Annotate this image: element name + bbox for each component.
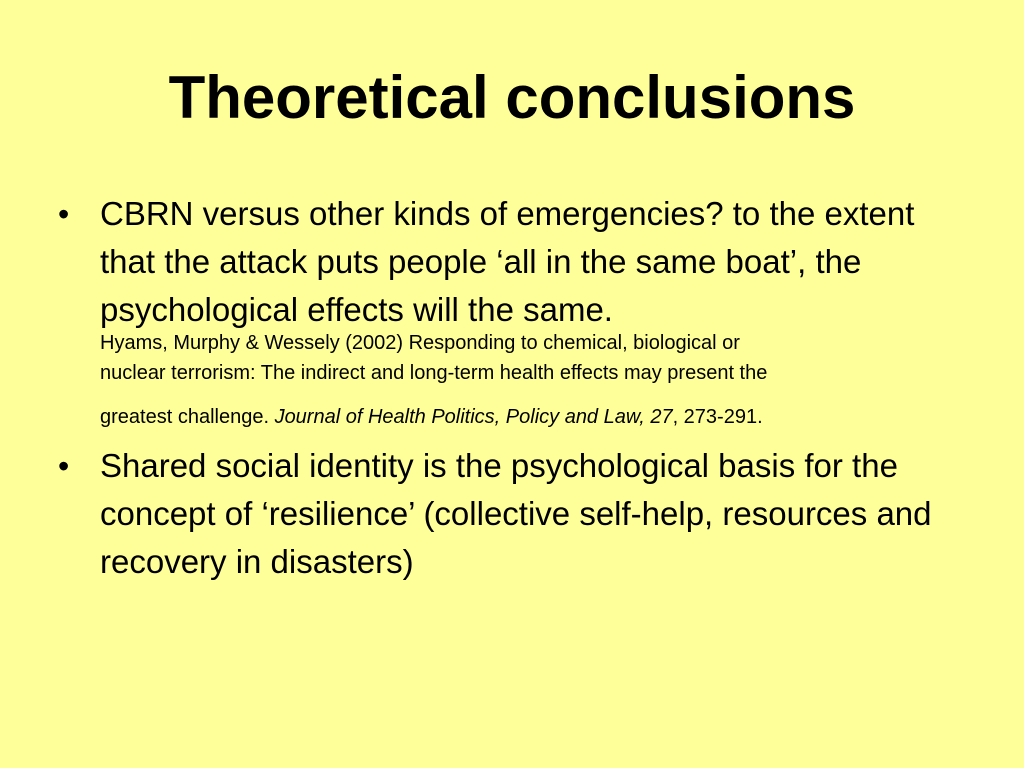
bullet-item-cbrn bbox=[58, 190, 978, 432]
citation-pages: , 273-291. bbox=[672, 406, 763, 428]
bullet-text: Shared social identity is the psychological basis for the concept of ‘resilience’ (collective self-help, resources and recovery in disasters) bbox=[100, 447, 932, 580]
bullet-text: CBRN versus other kinds of emergencies? to the extent that the attack puts people ‘all in the same boat’, the psychological effects will the same. bbox=[100, 195, 915, 328]
bullet-marker: • bbox=[58, 448, 70, 484]
bullet-marker: • bbox=[58, 196, 70, 232]
slide-title: Theoretical conclusions bbox=[168, 64, 856, 131]
citation-line: nuclear terrorism: The indirect and long-term health effects may present the bbox=[100, 362, 768, 384]
citation-prefix: greatest challenge. bbox=[100, 406, 275, 428]
citation-line: Hyams, Murphy & Wessely (2002) Responding to chemical, biological or bbox=[100, 332, 740, 354]
bullet-list bbox=[58, 190, 978, 596]
citation bbox=[100, 328, 978, 432]
journal-name: Journal of Health Politics, Policy and Law, 27 bbox=[274, 406, 673, 428]
bullet-item-resilience bbox=[58, 442, 978, 586]
citation-line-journal bbox=[100, 402, 978, 432]
